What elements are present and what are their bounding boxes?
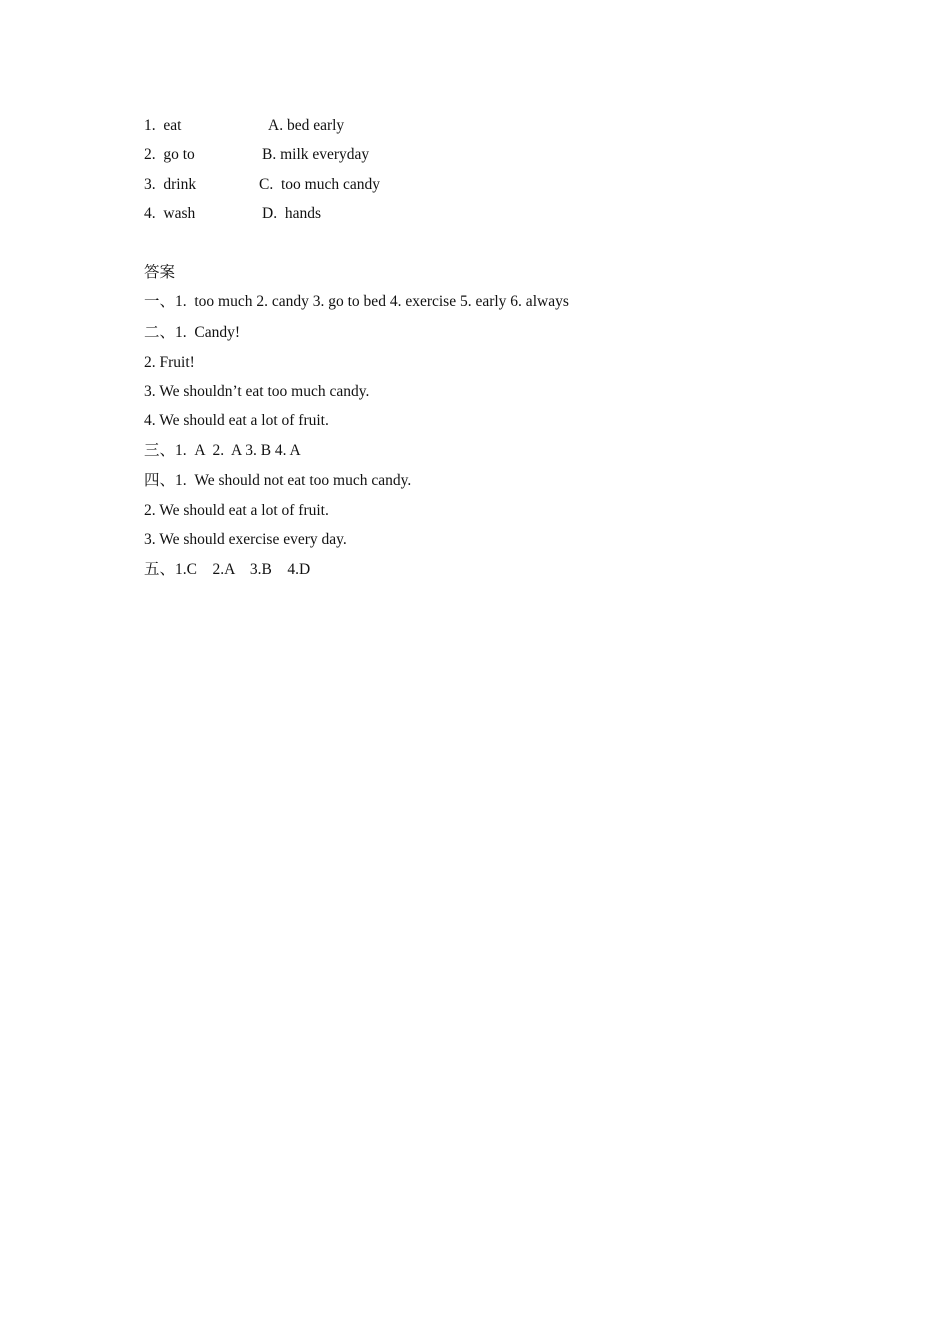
matching-item-1-right: A. bed early (268, 117, 345, 134)
answers-heading: 答案 (144, 264, 176, 281)
answer-line: 三、1. A 2. A 3. B 4. A (144, 442, 301, 459)
answer-line: 2. Fruit! (144, 354, 195, 371)
matching-item-2-right: B. milk everyday (262, 146, 370, 163)
answer-line: 五、1.C 2.A 3.B 4.D (144, 561, 311, 578)
answer-line: 2. We should eat a lot of fruit. (144, 502, 329, 519)
answer-line: 一、1. too much 2. candy 3. go to bed 4. exercise 5. early 6. always (144, 293, 569, 310)
matching-item-3-right: C. too much candy (259, 176, 380, 193)
answer-line: 3. We shouldn’t eat too much candy. (144, 383, 370, 400)
answer-line: 3. We should exercise every day. (144, 531, 347, 548)
answer-line: 四、1. We should not eat too much candy. (144, 472, 412, 489)
answer-line: 二、1. Candy! (144, 324, 241, 341)
answer-line: 4. We should eat a lot of fruit. (144, 412, 329, 429)
matching-item-4-right: D. hands (262, 205, 321, 222)
matching-item-1-left: 1. eat (144, 117, 182, 134)
matching-item-4-left: 4. wash (144, 205, 196, 222)
matching-item-3-left: 3. drink (144, 176, 197, 193)
matching-item-2-left: 2. go to (144, 146, 195, 163)
